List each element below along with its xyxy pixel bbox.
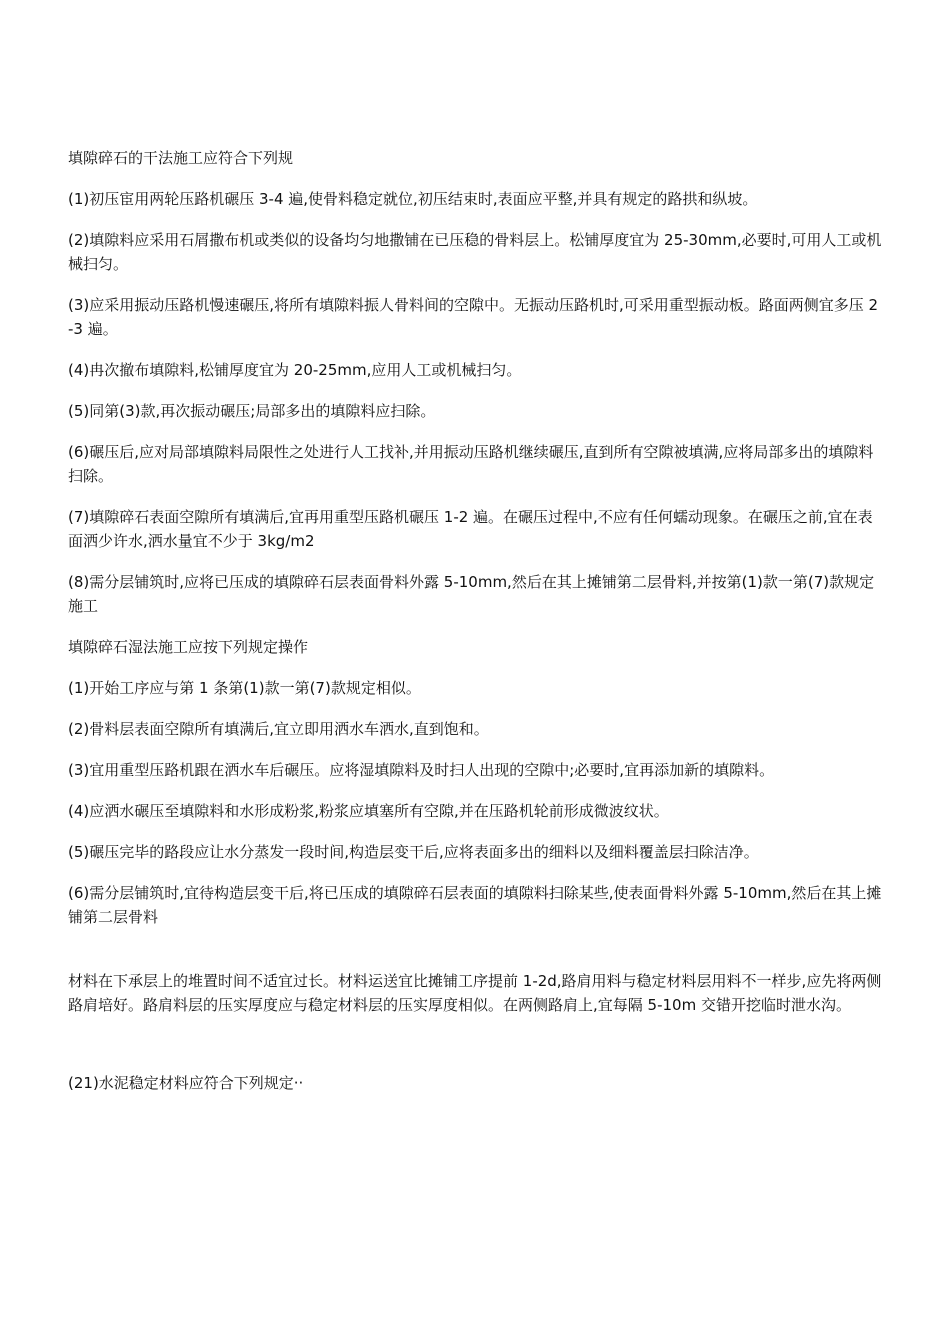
dry-item-4: (4)冉次撤布填隙料,松铺厚度宜为 20-25mm,应用人工或机械扫匀。 [68,361,522,379]
wet-item-6: (6)需分层铺筑时,宜待构造层变干后,将已压成的填隙碎石层表面的填隙料扫除某些,使表面骨料外露 5-10mm,然后在其上摊铺第二层骨料 [68,884,882,926]
dry-item-6: (6)碾压后,应对局部填隙料局限性之处进行人工找补,并用振动压路机继续碾压,直到所有空隙被填满,应将局部多出的填隙料扫除。 [68,443,874,485]
materials-paragraph: 材料在下承层上的堆置时间不适宜过长。材料运送宜比摊铺工序提前 1-2d,路肩用料与稳定材料层用料不一样步,应先将两侧路肩培好。路肩料层的压实厚度应与稳定材料层的压实厚度相似。在两侧路肩上,宜每隔 5-10m 交错开挖临时泄水沟。 [68,972,882,1014]
dry-item-1: (1)初压宦用两轮压路机碾压 3-4 遍,使骨料稳定就位,初压结束时,表面应平整,并具有规定的路拱和纵坡。 [68,190,758,208]
dry-item-5: (5)同第(3)款,再次振动碾压;局部多出的填隙料应扫除。 [68,402,436,420]
cement-heading: (21)水泥稳定材料应符合下列规定·· [68,1074,304,1092]
dry-method-heading: 填隙碎石的干法施工应符合下列规 [68,149,294,167]
wet-method-heading: 填隙碎石湿法施工应按下列规定操作 [68,638,309,656]
wet-item-5: (5)碾压完毕的路段应让水分蒸发一段时间,构造层变干后,应将表面多出的细料以及细料覆盖层扫除洁净。 [68,843,759,861]
wet-item-1: (1)开始工序应与第 1 条第(1)款一第(7)款规定相似。 [68,679,421,697]
wet-item-4: (4)应洒水碾压至填隙料和水形成粉浆,粉浆应填塞所有空隙,并在压路机轮前形成微波纹状。 [68,802,669,820]
dry-item-8: (8)需分层铺筑时,应将已压成的填隙碎石层表面骨料外露 5-10mm,然后在其上摊铺第二层骨料,并按第(1)款一第(7)款规定施工 [68,573,875,615]
wet-item-3: (3)宜用重型压路机跟在洒水车后碾压。应将湿填隙料及时扫人出现的空隙中;必要时,宜再添加新的填隙料。 [68,761,775,779]
dry-item-7: (7)填隙碎石表面空隙所有填满后,宜再用重型压路机碾压 1-2 遍。在碾压过程中,不应有任何蠕动现象。在碾压之前,宜在表面洒少许水,洒水量宜不少于 3kg/m2 [68,508,873,550]
wet-item-2: (2)骨料层表面空隙所有填满后,宜立即用洒水车洒水,直到饱和。 [68,720,489,738]
dry-item-2: (2)填隙料应采用石屑撒布机或类似的设备均匀地撒铺在已压稳的骨料层上。松铺厚度宜为 25-30mm,必要时,可用人工或机械扫匀。 [68,231,882,273]
dry-item-3: (3)应采用振动压路机慢速碾压,将所有填隙料振人骨料间的空隙中。无振动压路机时,可采用重型振动板。路面两侧宜多压 2-3 遍。 [68,296,879,338]
document-body [68,146,883,1112]
